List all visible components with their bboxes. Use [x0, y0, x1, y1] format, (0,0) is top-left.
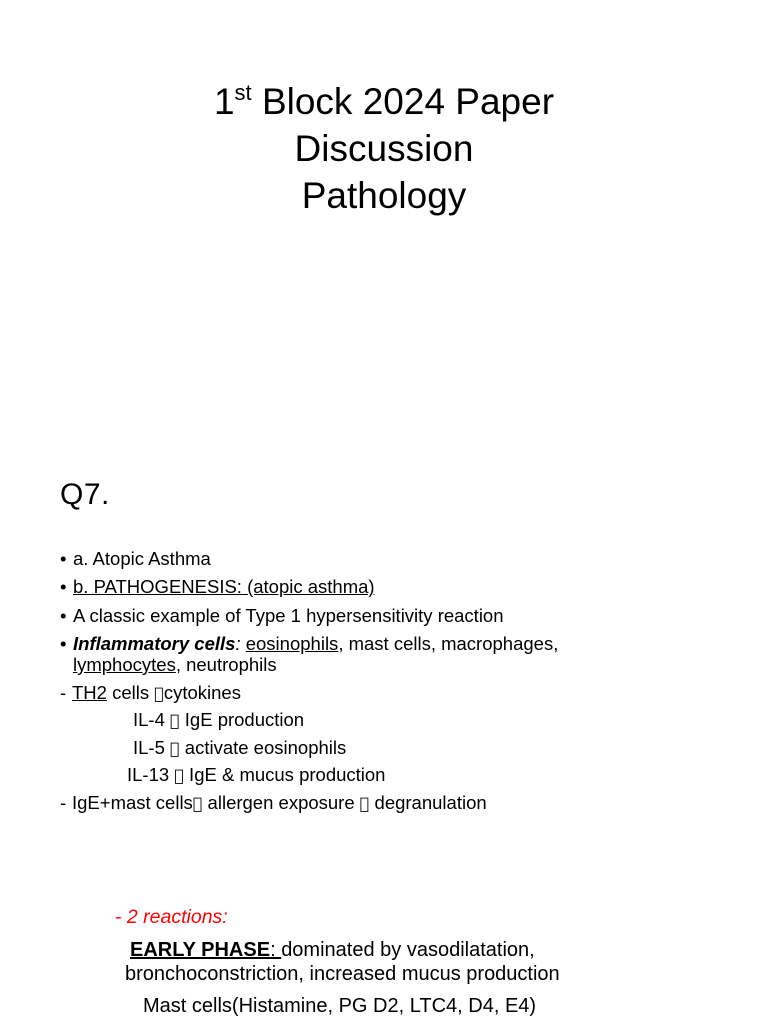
title-line-1: 1st Block 2024 Paper — [213, 80, 555, 122]
title-line-3: Pathology — [301, 175, 467, 216]
title-line-2: Discussion — [294, 128, 474, 169]
bullet-inflammatory-cells: • Inflammatory cells: eosinophils, mast cells, macrophages, — [60, 633, 559, 654]
question-heading: Q7. — [60, 478, 110, 511]
il4-line: IL-4 IgE production — [133, 709, 290, 730]
slide-title — [0, 78, 768, 219]
ige-mast-line: - IgE+mast cells allergen exposure degranulation — [60, 792, 463, 813]
arrow-icon — [192, 794, 198, 813]
arrow-icon — [154, 684, 164, 703]
bullet-inflammatory-cells-cont: lymphocytes, neutrophils — [73, 654, 277, 675]
arrow-icon — [174, 766, 184, 785]
th2-line: - TH2 cells cytokines — [60, 682, 232, 703]
il13-line: IL-13 IgE & mucus production — [127, 764, 371, 785]
early-phase-line-2: bronchoconstriction, increased mucus production — [125, 963, 560, 985]
il5-line: IL-5 activate eosinophils — [133, 737, 332, 758]
bullet-pathogenesis: • b. PATHOGENESIS: (atopic asthma) — [60, 576, 375, 597]
bullet-atopic-asthma: • a. Atopic Asthma — [60, 548, 211, 569]
arrow-icon — [360, 794, 370, 813]
early-phase-line: EARLY PHASE: dominated by vasodilatation, — [130, 939, 535, 961]
reactions-label: - 2 reactions: — [115, 906, 228, 928]
arrow-icon — [170, 711, 180, 730]
bullet-type1: • A classic example of Type 1 hypersensitivity reaction — [60, 605, 504, 626]
mast-cells-line: Mast cells(Histamine, PG D2, LTC4, D4, E4) — [143, 995, 537, 1017]
arrow-icon — [170, 739, 180, 758]
